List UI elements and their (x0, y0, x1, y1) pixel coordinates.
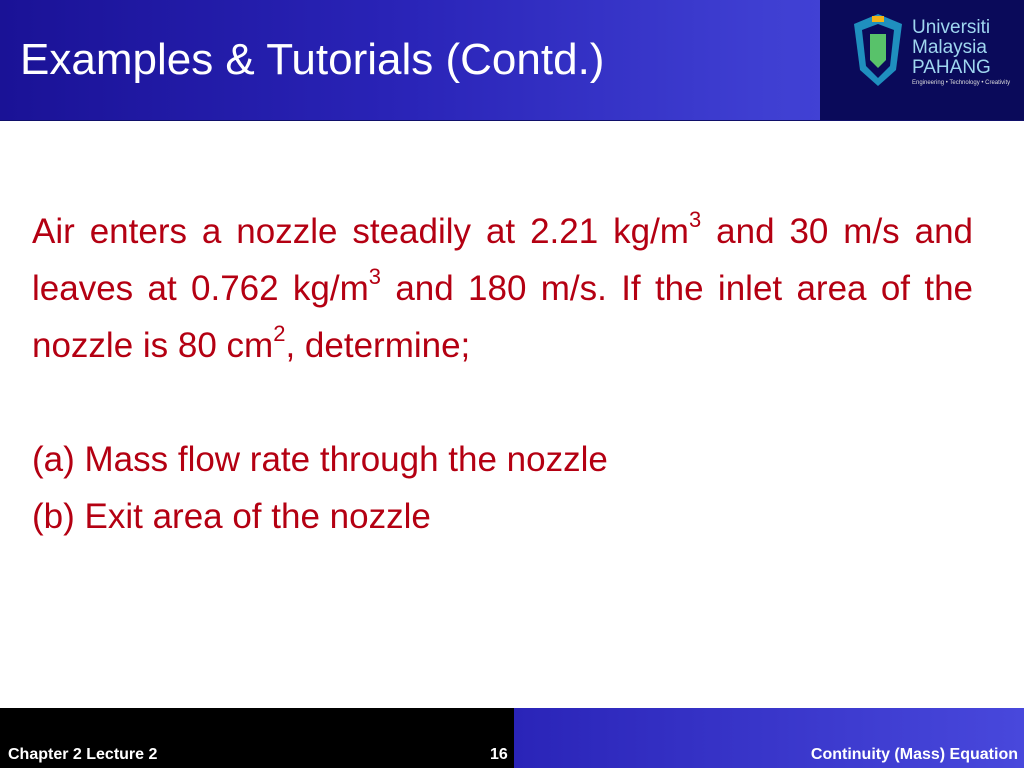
problem-text-2: and 30 m/s and leaves at 0.762 kg/m (32, 212, 974, 308)
superscript-2: 3 (368, 264, 382, 289)
slide-header (0, 0, 1024, 121)
footer-chapter: Chapter 2 Lecture 2 (8, 746, 158, 763)
superscript-3: 2 (273, 321, 286, 346)
spacer (32, 374, 973, 431)
problem-text-4: , determine; (285, 326, 471, 365)
superscript-1: 3 (688, 207, 702, 232)
footer-topic: Continuity (Mass) Equation (810, 746, 1018, 763)
logo-wordmark (912, 18, 991, 78)
problem-statement (32, 203, 973, 374)
slide-title: Examples & Tutorials (Contd.) (20, 35, 605, 84)
crest-icon (850, 10, 906, 90)
question-a: (a) Mass flow rate through the nozzle (32, 440, 608, 479)
question-b: (b) Exit area of the nozzle (32, 497, 431, 536)
page-number: 16 (490, 746, 508, 763)
logo-line-3: PAHANG (912, 57, 991, 78)
logo-tagline: Engineering • Technology • Creativity (912, 80, 1011, 86)
university-logo (820, 0, 1024, 120)
problem-text-3: and 180 m/s. If the inlet area of the nozzle is 80 cm (32, 269, 974, 365)
logo-line-2: Malaysia (912, 37, 987, 58)
logo-line-1: Universiti (912, 17, 991, 38)
slide-body (32, 203, 973, 545)
problem-text-1: Air enters a nozzle steadily at 2.21 kg/m (32, 212, 689, 251)
